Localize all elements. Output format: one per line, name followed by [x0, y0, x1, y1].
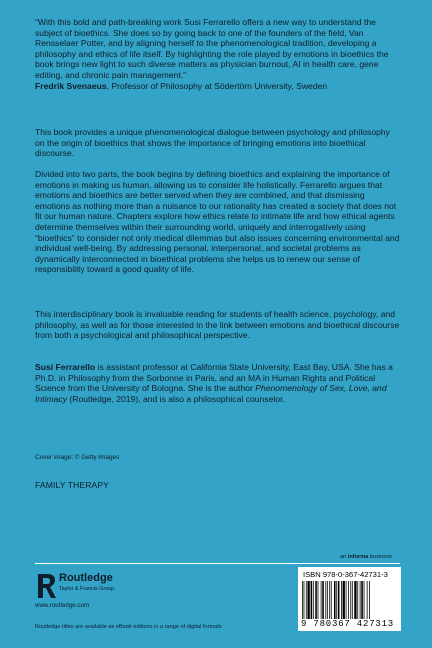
barcode-bar: [331, 581, 332, 619]
barcode-digits: 9 780367 427313: [301, 619, 395, 629]
barcode-bar: [311, 581, 313, 619]
publisher-group: Taylor & Francis Group: [59, 586, 115, 592]
informa-business-note: [340, 554, 392, 560]
footer-divider: [35, 563, 400, 564]
barcode-bar: [357, 581, 358, 619]
informa-prefix: an: [340, 554, 348, 560]
subject-category: FAMILY THERAPY: [35, 480, 109, 490]
barcode-bar: [352, 581, 353, 619]
publisher-website[interactable]: www.routledge.com: [35, 602, 89, 609]
informa-suffix: business: [368, 554, 392, 560]
barcode-bar: [343, 581, 345, 619]
description-intro: This book provides a unique phenomenological dialogue between psychology and philosophy on the origin of bioethics that shows the importance of bringing emotions into bioethical discourse.: [35, 127, 390, 159]
barcode-bar: [304, 581, 305, 619]
barcode-bar: [369, 581, 370, 619]
informa-brand: informa: [347, 554, 369, 560]
barcode-bar: [307, 581, 309, 619]
barcode-bar: [322, 581, 324, 619]
barcode-bar: [354, 581, 356, 619]
barcode-bar: [346, 581, 347, 619]
author-name: Susi Ferrarello: [35, 362, 96, 372]
description-main: Divided into two parts, the book begins by defining bioethics and explaining the importance of emotions in making us human, allowing us to consider life holistically. Ferrarello argues that emotions and bioethics are better served when they are combined, and that dismissing emotions as nothing more than a nuisance to our rationality has created a society that does not fit our human nature. Chapters explore how ethics relate to intimate life and how ethical agents determine themselves within their surrounding world, uniquely and interrogatively using “bioethics” to consider not only medical dilemmas but also issues concerning environmental and individual well-being. By addressing personal, interpersonal, and societal problems as dynamically interconnected in bioethical problems she helps us to renew our sense of responsibility toward a good quality of life.: [35, 169, 400, 275]
author-bio-text-2: (Routledge, 2019), and is also a philosophical counselor.: [67, 393, 285, 404]
barcode: [298, 567, 401, 631]
barcode-bar: [306, 581, 307, 619]
routledge-logo-icon: [35, 572, 57, 600]
barcode-bar: [348, 581, 349, 619]
endorsement-author: Fredrik Svenaeus: [35, 80, 107, 91]
barcode-bar: [338, 581, 340, 619]
endorsement-quote: “With this bold and path-breaking work Susi Ferrarello offers a new way to understand the subject of bioethics. She does so by going back to one of the founders of the field, Van Rensselaer Potter, and by aligning herself to the phenomenological tradition, developing a philosophy and ethics of life itself. By highlighting the role played by emotions in bioethics the book brings new light to such diverse matters as physician burnout, AI in health care, gene editing, and chronic pain management.”: [35, 17, 389, 80]
endorsement-affiliation: , Professor of Philosophy at Södertörn University, Sweden: [106, 80, 328, 91]
barcode-bar: [364, 581, 365, 619]
barcode-bar: [327, 581, 328, 619]
barcode-bar: [361, 581, 363, 619]
endorsement: [35, 17, 400, 91]
barcode-bars: [302, 581, 397, 619]
barcode-bar: [341, 581, 342, 619]
barcode-bar: [302, 581, 303, 619]
author-bio-text-1: is assistant professor at California State University, East Bay, USA. She has a Ph.D. in Philosophy from the Sorbonne in Paris, and an MA in Human Rights and Political Science from the University of Bologna. She is the author: [35, 362, 393, 394]
barcode-bar: [336, 581, 337, 619]
author-book-title: Phenomenology of Sex, Love, and Intimacy: [35, 383, 387, 404]
barcode-bar: [350, 581, 351, 619]
barcode-bar: [313, 581, 314, 619]
barcode-bar: [360, 581, 361, 619]
barcode-bar: [321, 581, 322, 619]
description-audience: This interdisciplinary book is invaluable reading for students of health science, psychology, and philosophy, as well as for those interested in the link between emotions and bioethical discourse from both a psychological and philosophical perspective.: [35, 309, 400, 341]
publisher-name: Routledge: [59, 572, 113, 584]
barcode-bar: [367, 581, 368, 619]
barcode-bar: [334, 581, 336, 619]
barcode-bar: [315, 581, 317, 619]
isbn-label: ISBN 978-0-367-42731-3: [303, 570, 388, 579]
ebook-note: Routledge titles are available as eBook editions in a range of digital formats: [35, 624, 222, 630]
author-bio: [35, 362, 400, 404]
cover-credit: Cover image: © Getty Images: [35, 454, 120, 461]
barcode-bar: [325, 581, 326, 619]
barcode-bar: [329, 581, 330, 619]
barcode-bar: [318, 581, 319, 619]
